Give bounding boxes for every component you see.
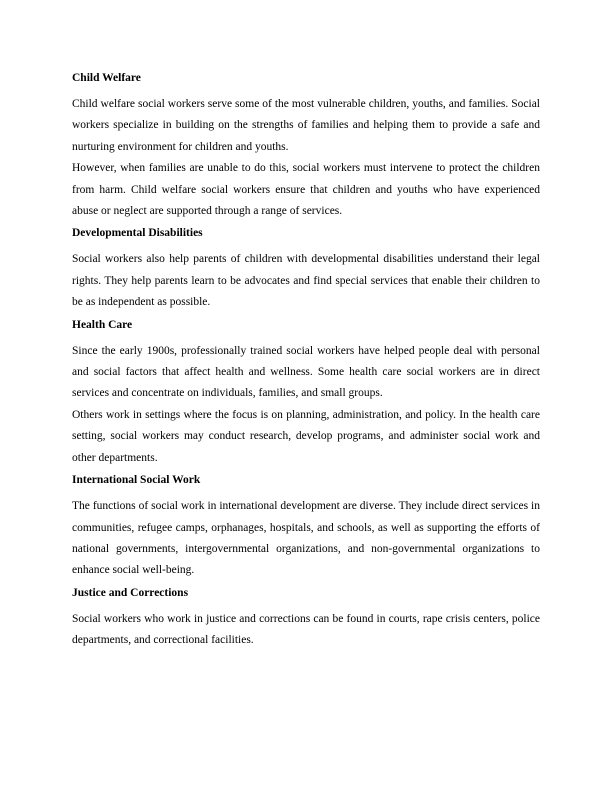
section-heading: Justice and Corrections xyxy=(72,586,189,599)
paragraph: The functions of social work in international development are diverse. They include direct services in communities, refugee camps, orphanages, hospitals, and schools, as well as supporting the efforts of national governments, intergovernmental organizations, and non-governmental organizations to enhance social well-being. xyxy=(72,500,540,577)
section-justice-and-corrections xyxy=(72,585,540,652)
paragraph: Social workers who work in justice and corrections can be found in courts, rape crisis centers, police departments, and correctional facilities. xyxy=(72,612,540,647)
document-page xyxy=(72,70,540,652)
section-international-social-work xyxy=(72,472,540,582)
paragraph: Child welfare social workers serve some of the most vulnerable children, youths, and families. Social workers specialize in building on the strengths of families and helping them to provide a safe and nurturing environment for children and youths. xyxy=(72,98,540,153)
paragraph: However, when families are unable to do this, social workers must intervene to protect the children from harm. Child welfare social workers ensure that children and youths who have experienced abuse or neglect are supported through a range of services. xyxy=(72,162,540,218)
section-developmental-disabilities xyxy=(72,225,540,313)
section-heading: International Social Work xyxy=(72,474,201,487)
section-heading: Health Care xyxy=(72,318,133,331)
section-child-welfare xyxy=(72,70,540,222)
section-heading: Child Welfare xyxy=(72,72,141,84)
paragraph: Social workers also help parents of children with developmental disabilities understand their legal rights. They help parents learn to be advocates and find special services that enable their children to be as independent as possible. xyxy=(72,253,540,309)
section-health-care xyxy=(72,317,540,469)
paragraph: Since the early 1900s, professionally trained social workers have helped people deal with personal and social factors that affect health and wellness. Some health care social workers are in direct services and concentrate on individuals, families, and small groups. xyxy=(72,344,540,400)
paragraph: Others work in settings where the focus is on planning, administration, and policy. In the health care setting, social workers may conduct research, develop programs, and administer social work and other departments. xyxy=(72,408,540,464)
section-heading: Developmental Disabilities xyxy=(72,227,203,240)
